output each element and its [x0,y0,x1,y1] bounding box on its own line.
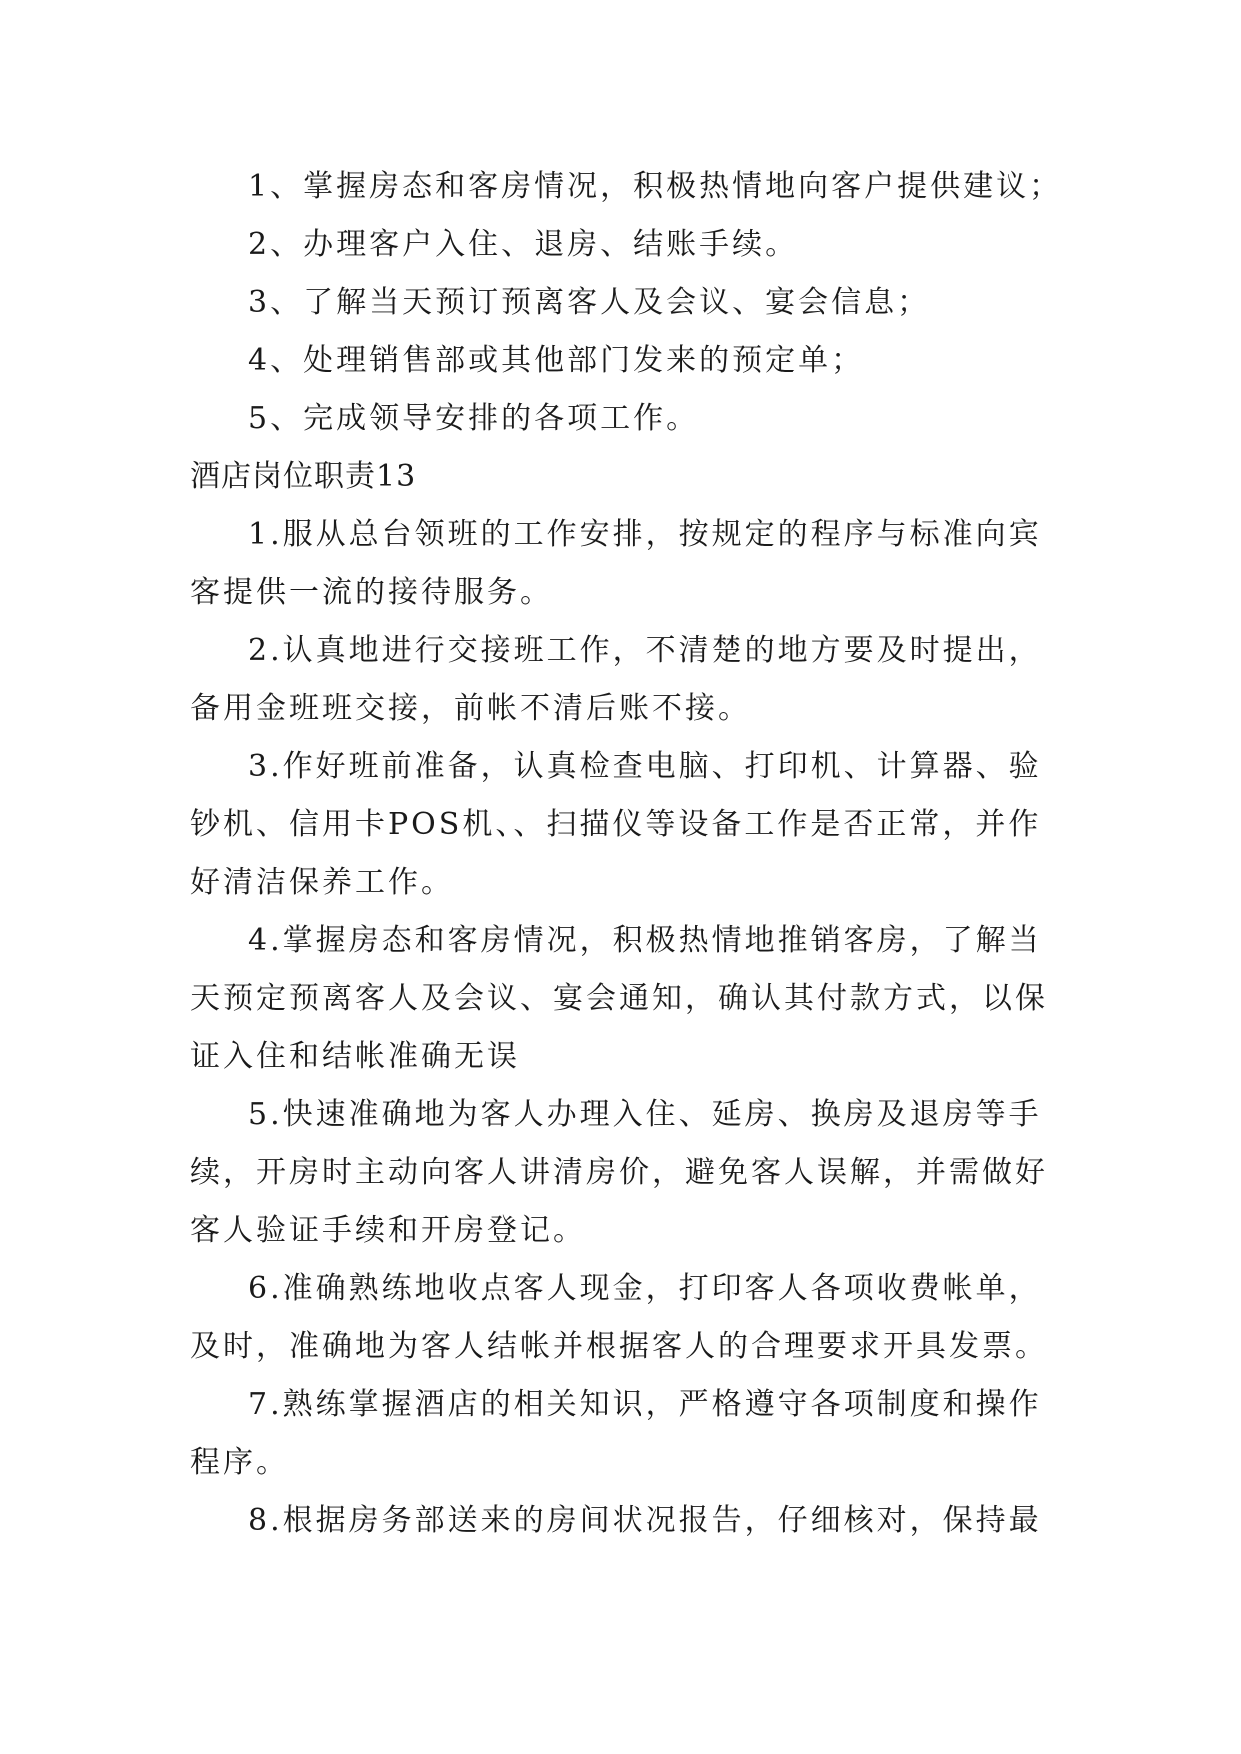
paragraph-line: 程序。 [190,1445,289,1480]
paragraph-line: 2.认真地进行交接班工作，不清楚的地方要及时提出， [248,633,1042,668]
paragraph-line: 8.根据房务部送来的房间状况报告，仔细核对，保持最 [248,1503,1042,1538]
list-item: 1、掌握房态和客房情况，积极热情地向客户提供建议； [248,169,1063,204]
paragraph-line: 钞机、信用卡POS机、、扫描仪等设备工作是否正常，并作 [190,807,1042,842]
document-body [190,158,1070,1550]
paragraph-line: 客人验证手续和开房登记。 [190,1213,586,1248]
list-item: 2、办理客户入住、退房、结账手续。 [248,227,799,262]
paragraph-line: 好清洁保养工作。 [190,865,454,900]
list-item: 4、处理销售部或其他部门发来的预定单； [248,343,865,378]
paragraph-line: 1.服从总台领班的工作安排，按规定的程序与标准向宾 [248,517,1042,552]
list-item: 5、完成领导安排的各项工作。 [248,401,700,436]
paragraph-line: 证入住和结帐准确无误 [190,1039,520,1074]
paragraph-line: 备用金班班交接，前帐不清后账不接。 [190,691,751,726]
section-title: 酒店岗位职责13 [190,459,417,494]
paragraph-line: 4.掌握房态和客房情况，积极热情地推销客房，了解当 [248,923,1042,958]
paragraph-line: 7.熟练掌握酒店的相关知识，严格遵守各项制度和操作 [248,1387,1042,1422]
paragraph-line: 天预定预离客人及会议、宴会通知，确认其付款方式，以保 [190,981,1048,1016]
paragraph-line: 客提供一流的接待服务。 [190,575,553,610]
paragraph-line: 及时，准确地为客人结帐并根据客人的合理要求开具发票。 [190,1329,1048,1364]
list-item: 3、了解当天预订预离客人及会议、宴会信息； [248,285,931,320]
paragraph-line: 6.准确熟练地收点客人现金，打印客人各项收费帐单， [248,1271,1042,1306]
paragraph-line: 3.作好班前准备，认真检查电脑、打印机、计算器、验 [248,749,1042,784]
paragraph-line: 续，开房时主动向客人讲清房价，避免客人误解，并需做好 [190,1155,1048,1190]
paragraph-line: 5.快速准确地为客人办理入住、延房、换房及退房等手 [248,1097,1042,1132]
